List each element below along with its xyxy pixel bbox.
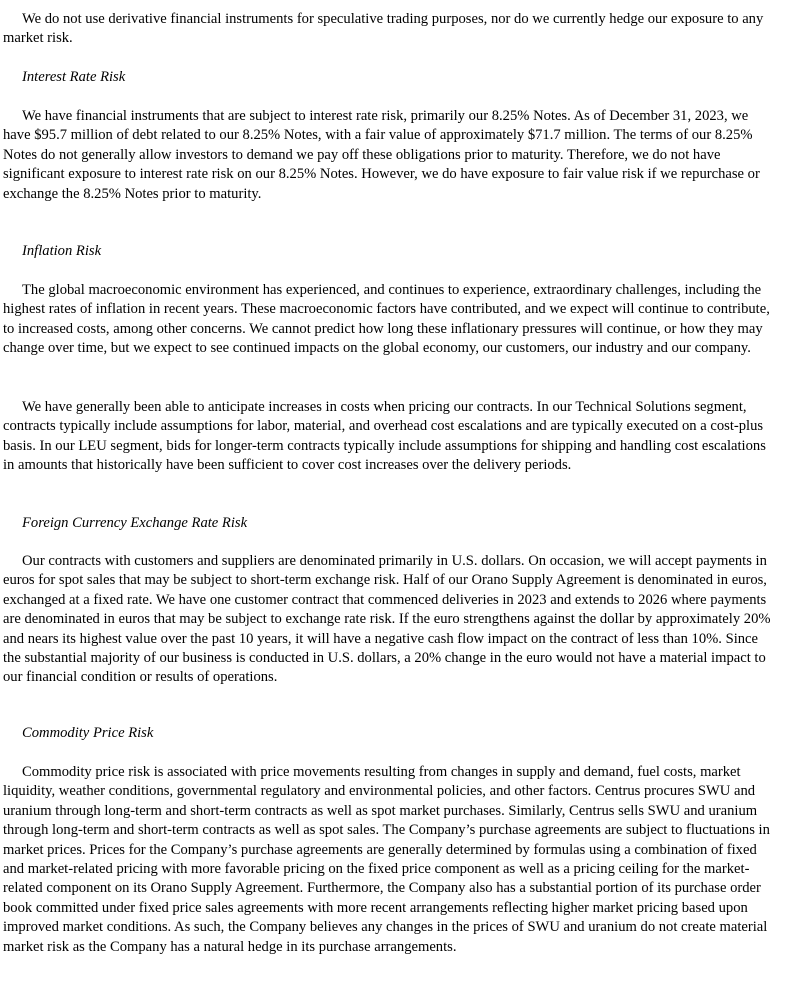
inflation-risk-paragraph-1: The global macroeconomic environment has experienced, and continues to experience, extraordinary challenges, including the highest rates of inflation in recent years. These macroeconomic factors have contributed, and we expect will continue to contribute, to increased costs, among other concerns. We cannot predict how long these inflationary pressures will continue, or how they may change over time, but we expect to see continued impacts on the global economy, our customers, our industry and our company. [3, 282, 770, 357]
interest-rate-risk-paragraph: We have financial instruments that are subject to interest rate risk, primarily our 8.25% Notes. As of December 31, 2023, we have $95.7 million of debt related to our 8.25% Notes, with a fair value of approximately $71.7 million. The terms of our 8.25% Notes do not generally allow investors to demand we pay off these obligations prior to maturity. Therefore, we do not have significant exposure to interest rate risk on our 8.25% Notes. However, we do have exposure to fair value risk if we repurchase or exchange the 8.25% Notes prior to maturity. [3, 108, 760, 202]
intro-paragraph: We do not use derivative financial instruments for speculative trading purposes, nor do we currently hedge our exposure to any market risk. [3, 11, 764, 47]
commodity-price-risk-heading: Commodity Price Risk [22, 725, 154, 741]
interest-rate-risk-heading: Interest Rate Risk [22, 69, 126, 85]
foreign-currency-risk-paragraph: Our contracts with customers and suppliers are denominated primarily in U.S. dollars. On occasion, we will accept payments in euros for spot sales that may be subject to short-term exchange risk. Half of our Orano Supply Agreement is denominated in euros, exchanged at a fixed rate. We have one customer contract that commenced deliveries in 2023 and extends to 2026 where payments are denominated in euros that may be subject to exchange rate risk. If the euro strengthens against the dollar by approximately 20% and nears its highest value over the past 10 years, it will have a negative cash flow impact on the contract of less than 10%. Since the substantial majority of our business is conducted in U.S. dollars, a 20% change in the euro would not have a material impact to our financial condition or results of operations. [3, 553, 771, 686]
foreign-currency-risk-heading: Foreign Currency Exchange Rate Risk [22, 515, 248, 531]
inflation-risk-heading: Inflation Risk [22, 243, 102, 259]
commodity-price-risk-paragraph: Commodity price risk is associated with price movements resulting from changes in supply and demand, fuel costs, market liquidity, weather conditions, governmental regulatory and environmental policies, and other factors. Centrus procures SWU and uranium through long-term and short-term contracts as well as spot market purchases. Similarly, Centrus sells SWU and uranium through long-term and short-term contracts as well as spot sales. The Company’s purchase agreements are subject to fluctuations in market prices. Prices for the Company’s purchase agreements are generally determined by formulas using a combination of fixed and market-related pricing with more favorable pricing on the fixed price component as well as a pricing ceiling for the market-related component on its Orano Supply Agreement. Furthermore, the Company also has a substantial portion of its purchase order book committed under fixed price sales agreements with more recent arrangements reflecting higher market pricing based upon improved market conditions. As such, the Company believes any changes in the prices of SWU and uranium do not create material market risk as the Company has a natural hedge in its purchase arrangements. [3, 764, 770, 955]
inflation-risk-paragraph-2: We have generally been able to anticipate increases in costs when pricing our contracts. In our Technical Solutions segment, contracts typically include assumptions for labor, material, and overhead cost escalations and are typically executed on a cost-plus basis. In our LEU segment, bids for longer-term contracts typically include assumptions for shipping and handling cost escalations in amounts that historically have been sufficient to cover cost increases over the delivery periods. [3, 399, 766, 474]
